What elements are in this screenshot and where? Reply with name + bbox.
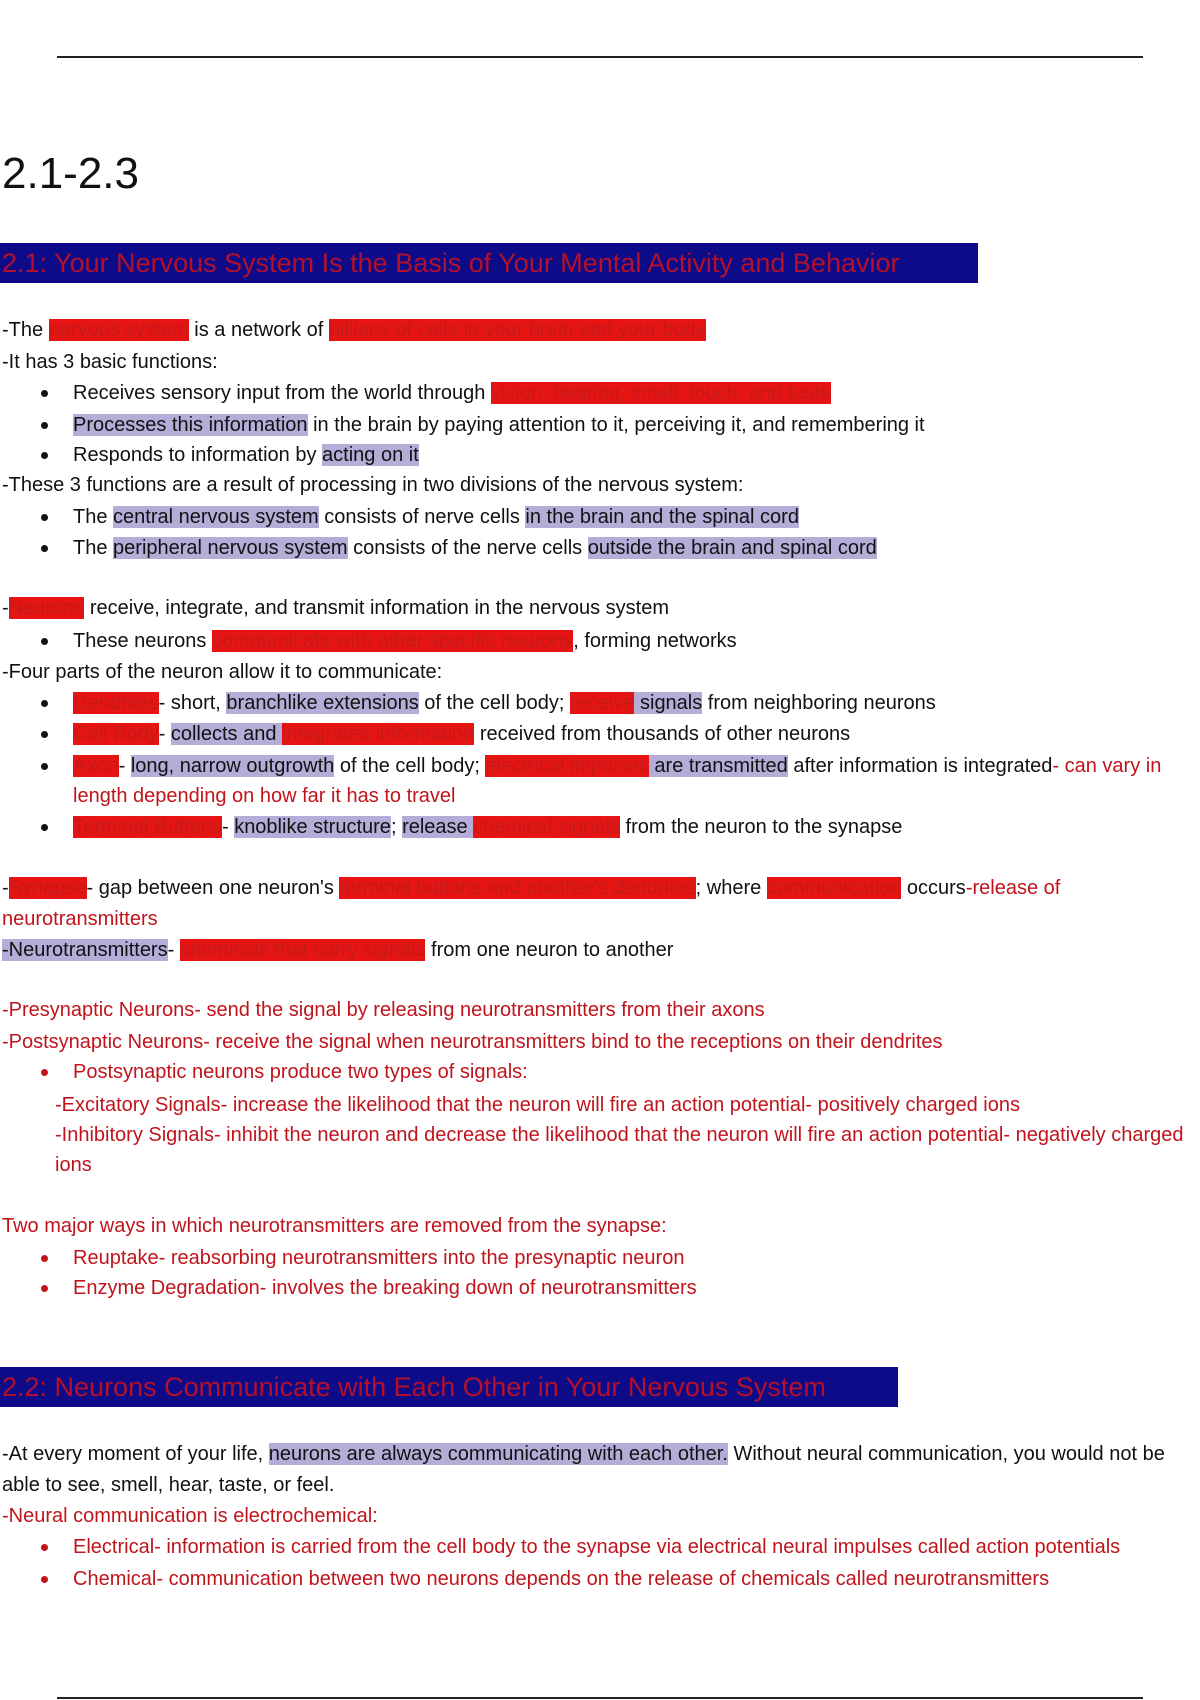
section-heading-2-2: 2.2: Neurons Communicate with Each Other in Your Nervous System xyxy=(0,1367,898,1407)
list-item: Receives sensory input from the world through vision, hearing, smell, touch, and taste xyxy=(73,379,831,407)
presynaptic-line: -Presynaptic Neurons- send the signal by releasing neurotransmitters from their axons xyxy=(2,999,765,1021)
list-item: Reuptake- reabsorbing neurotransmitters into the presynaptic neuron xyxy=(73,1244,684,1272)
header-rule xyxy=(57,56,1143,58)
excitatory-signals: -Excitatory Signals- increase the likelihood that the neuron will fire an action potential- positively charged ions xyxy=(55,1094,1020,1116)
list-item: Terminal Buttons- knoblike structure; release chemical signals from the neuron to the synapse xyxy=(73,813,902,841)
list-item: Electrical- information is carried from the cell body to the synapse via electrical neural impulses called action potentials xyxy=(73,1533,1120,1561)
removal-intro: Two major ways in which neurotransmitters are removed from the synapse: xyxy=(2,1215,667,1237)
list-item: Cell Body- collects and integrates information received from thousands of other neurons xyxy=(73,720,850,748)
postsynaptic-line: -Postsynaptic Neurons- receive the signal when neurotransmitters bind to the receptions on their dendrites xyxy=(2,1031,943,1053)
list-item-continuation: length depending on how far it has to travel xyxy=(73,785,456,807)
list-item: Axon- long, narrow outgrowth of the cell body; electrical impulses are transmitted after information is integrated- can vary in xyxy=(73,752,1161,780)
neurotransmitters-definition: -Neurotransmitters- chemicals that carry signals from one neuron to another xyxy=(2,939,674,961)
functions-intro: -It has 3 basic functions: xyxy=(2,351,218,373)
footer-rule xyxy=(57,1697,1143,1699)
inhibitory-signals: -Inhibitory Signals- inhibit the neuron and decrease the likelihood that the neuron will fire an action potential- negatively charged xyxy=(55,1124,1184,1146)
page-title: 2.1-2.3 xyxy=(2,149,139,198)
neuron-parts-intro: -Four parts of the neuron allow it to communicate: xyxy=(2,661,443,683)
list-item: Dendrites- short, branchlike extensions of the cell body; receive signals from neighboring neurons xyxy=(73,689,936,717)
synapse-definition: -Synapse- gap between one neuron's terminal buttons and another's dendrites; where communication occurs-release of xyxy=(2,877,1061,899)
list-item: Chemical- communication between two neurons depends on the release of chemicals called neurotransmitters xyxy=(73,1565,1049,1593)
list-item: Postsynaptic neurons produce two types of signals: xyxy=(73,1058,528,1086)
list-item: Enzyme Degradation- involves the breaking down of neurotransmitters xyxy=(73,1274,697,1302)
list-item: The central nervous system consists of nerve cells in the brain and the spinal cord xyxy=(73,503,799,531)
divisions-intro: -These 3 functions are a result of processing in two divisions of the nervous system: xyxy=(2,474,744,496)
communication-paragraph: -At every moment of your life, neurons are always communicating with each other. Without neural communication, you would not be xyxy=(2,1443,1165,1465)
list-item: Processes this information in the brain by paying attention to it, perceiving it, and remembering it xyxy=(73,411,925,439)
nervous-system-definition: -The nervous system is a network of billions of cells in your brain and your body xyxy=(2,319,706,341)
communication-continuation: able to see, smell, hear, taste, or feel. xyxy=(2,1474,335,1496)
neurons-definition: -Neurons receive, integrate, and transmit information in the nervous system xyxy=(2,597,669,619)
inhibitory-continuation: ions xyxy=(55,1154,92,1176)
list-item: Responds to information by acting on it xyxy=(73,441,419,469)
list-item: The peripheral nervous system consists of the nerve cells outside the brain and spinal cord xyxy=(73,534,877,562)
synapse-continuation: neurotransmitters xyxy=(2,908,158,930)
list-item: These neurons communicate with other specific neurons, forming networks xyxy=(73,627,737,655)
electrochemical-intro: -Neural communication is electrochemical: xyxy=(2,1505,378,1527)
section-heading-2-1: 2.1: Your Nervous System Is the Basis of Your Mental Activity and Behavior xyxy=(0,243,978,283)
